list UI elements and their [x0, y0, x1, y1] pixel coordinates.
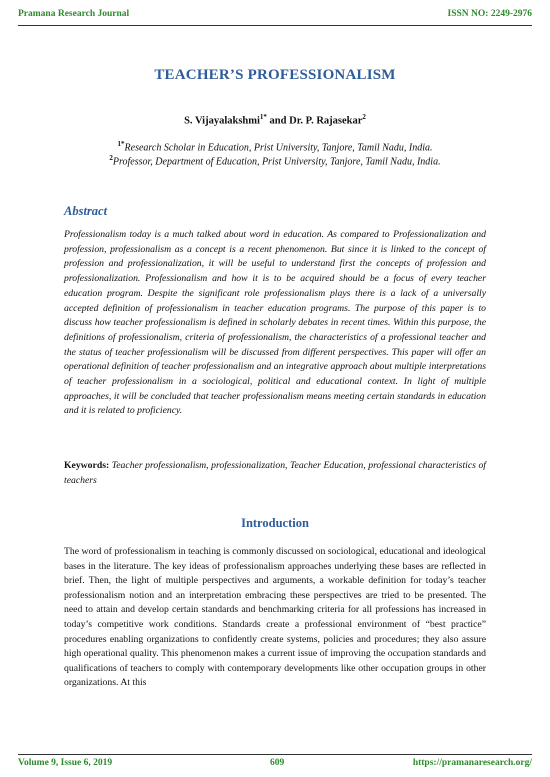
- issn-number: ISSN NO: 2249-2976: [447, 9, 532, 19]
- volume-issue: Volume 9, Issue 6, 2019: [18, 758, 113, 768]
- journal-name: Pramana Research Journal: [18, 9, 130, 19]
- author-2: Dr. P. Rajasekar: [289, 115, 363, 127]
- journal-url: https://pramanaresearch.org/: [412, 758, 532, 768]
- header-rule: [18, 25, 532, 26]
- affiliation-2-marker: 2: [109, 154, 113, 162]
- page-number: 609: [270, 758, 285, 768]
- author-2-marker: 2: [362, 113, 366, 121]
- keywords-text: Teacher professionalism, professionalization, Teacher Education, professional characteristics of teachers: [64, 460, 486, 486]
- affiliation-1-marker: 1*: [117, 140, 125, 148]
- abstract-text: Professionalism today is a much talked about word in education. As compared to Professionalization and profession, professionalism as a concept is a recent phenomenon. But since it is linked to the concept of profession and professionalization, it will be useful to understand first the concepts of profession and professionalization. Professionalism and how it is to be acquired should be a focus of every teacher education program. Despite the significant role professionalism plays there is a lack of a universally accepted definition of professionalism in teacher education programs. The purpose of this paper is to discuss how teacher professionalism is defined in scholarly debates in recent times. Within this purpose, the definitions of professionalism, criteria of professionalism, the characteristics of a professional teacher and the status of teacher professionalism will be discussed from different perspectives. This paper will offer an operational definition of teacher professionalism and an integrative approach about multiple interpretations of teacher professionalism in a sociological, political and educational context. In light of multiple approaches, it will be concluded that teacher professionalism means meeting certain standards in education and it is related to proficiency.: [64, 229, 486, 417]
- affiliation-2: [0, 154, 550, 167]
- affiliation-1: [0, 140, 550, 153]
- author-line: [0, 113, 550, 127]
- author-1-marker: 1*: [259, 113, 267, 121]
- keywords: [64, 459, 486, 488]
- abstract-heading: Abstract: [64, 204, 108, 218]
- introduction-text: The word of professionalism in teaching is commonly discussed on sociological, educational and ideological bases in the literature. The key ideas of professionalism approaches underlying these bases are reflected in brief. Then, the light of multiple perspectives and arguments, a workable definition for today’s teacher professionalism notion and an interpretation embracing these perspectives are tried to be presented. The need to attain and develop certain standards and benchmarking criteria for all professions has increased in today’s competitive work conditions. Standards create a professional environment of “best practice” procedures enabling organizations to confidently create systems, policies and procedures; they also assure high operational quality. This phenomenon makes a current issue of improving the occupation standards and qualifications of teachers to comply with contemporary developments like other occupation groups in other organizations. At this: [64, 546, 486, 689]
- footer-rule: [18, 754, 532, 755]
- affiliation-1-text: Research Scholar in Education, Prist University, Tanjore, Tamil Nadu, India.: [124, 142, 433, 154]
- author-1: S. Vijayalakshmi: [184, 115, 260, 127]
- author-connector: and: [266, 115, 290, 127]
- introduction-heading: Introduction: [241, 516, 309, 530]
- affiliation-2-text: Professor, Department of Education, Prist University, Tanjore, Tamil Nadu, India.: [112, 156, 441, 168]
- keywords-label: Keywords:: [64, 460, 110, 471]
- page-footer: [18, 758, 532, 772]
- paper-title: TEACHER’S PROFESSIONALISM: [154, 67, 396, 83]
